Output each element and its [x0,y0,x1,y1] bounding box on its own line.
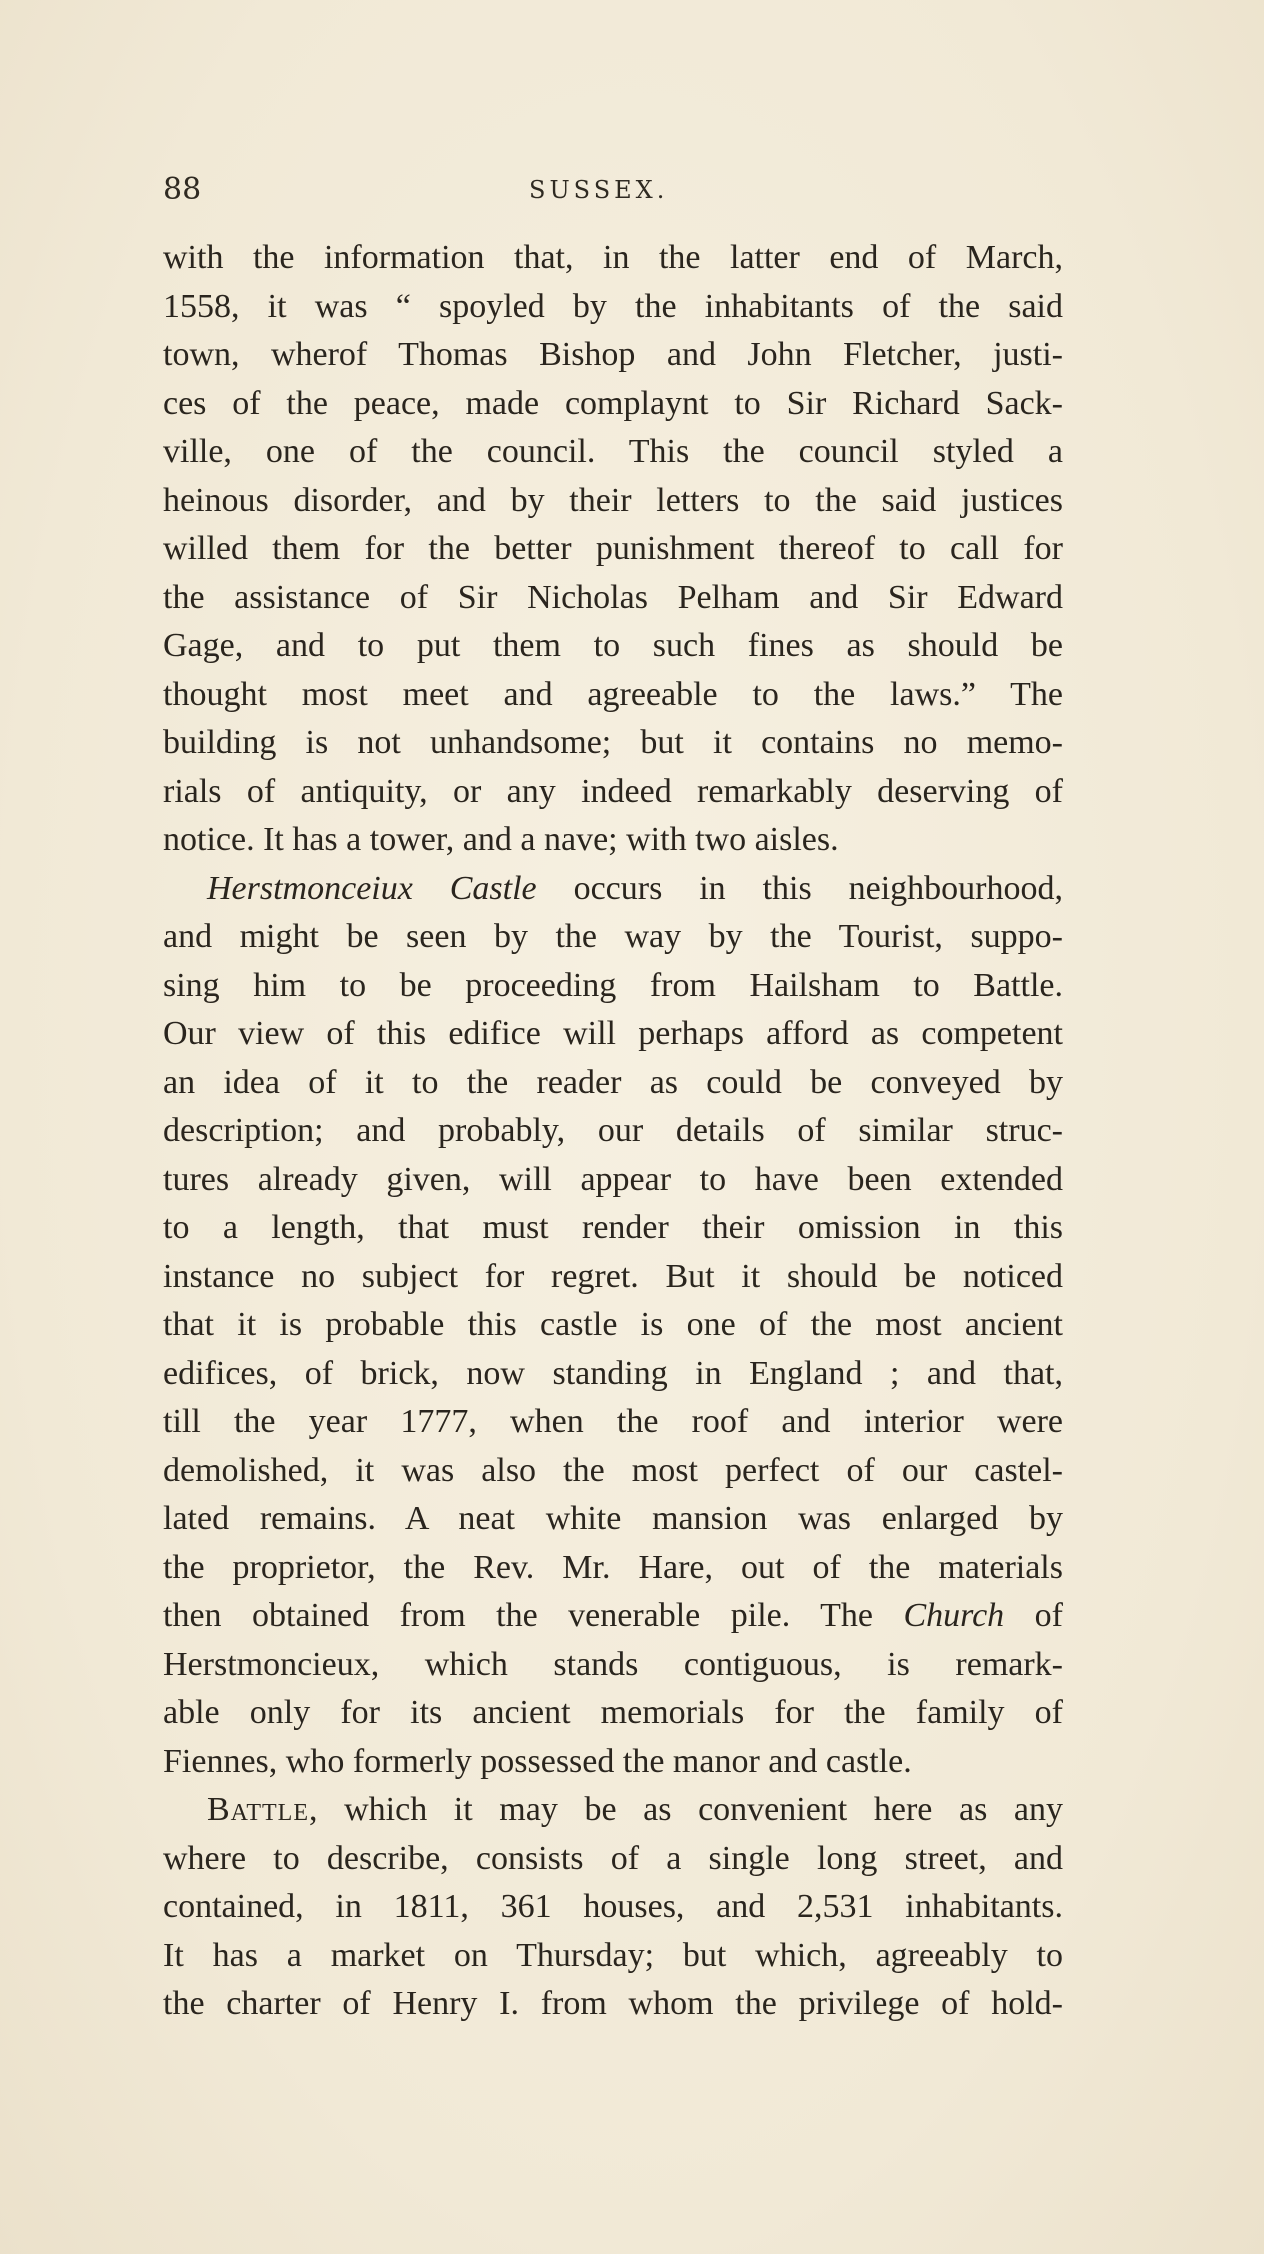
text-line: the assistance of Sir Nicholas Pelham and Sir Edward [163,578,1063,616]
text-line: building is not unhandsome; but it contains no memo- [163,724,1063,761]
text-line: tures already given, will appear to have been extended [163,1160,1063,1198]
text-line: It has a market on Thursday; but which, agreeably to [163,1936,1063,1974]
text-line: demolished, it was also the most perfect of our castel- [163,1451,1063,1489]
text-line: Gage, and to put them to such fines as should be [163,627,1063,664]
text-line: description; and probably, our details of similar struc- [163,1112,1063,1149]
italic-castle-name: Herstmonceiux Castle [207,869,537,907]
page-header [163,172,1063,212]
italic-church: Church [903,1597,1005,1634]
smallcaps-battle: Battle [207,1791,309,1828]
text-line: lated remains. A neat white mansion was enlarged by [163,1500,1063,1537]
text-line: ville, one of the council. This the council styled a [163,433,1063,470]
text-line: Herstmoncieux, which stands contiguous, is remark- [163,1645,1063,1683]
page-number: 88 [163,172,202,207]
text-line: Fiennes, who formerly possessed the manor and castle. [163,1742,912,1780]
body-text [163,234,1063,2029]
text-line: willed them for the better punishment thereof to call for [163,530,1063,567]
text-line: heinous disorder, and by their letters to the said justices [163,481,1063,519]
text-line: Herstmonceiux Castle occurs in this neighbourhood, [207,869,1063,907]
running-head: SUSSEX. [529,176,669,204]
text-line: town, wherof Thomas Bishop and John Fletcher, justi- [163,336,1063,373]
text-line: with the information that, in the latter end of March, [163,239,1063,276]
text-line: thought most meet and agreeable to the laws.” The [163,675,1063,713]
text-line: rials of antiquity, or any indeed remarkably deserving of [163,772,1063,810]
text-line: notice. It has a tower, and a nave; with two aisles. [163,821,839,858]
text-line: Battle, which it may be as convenient here as any [207,1791,1063,1828]
text-line: able only for its ancient memorials for the family of [163,1694,1063,1731]
text-line: Our view of this edifice will perhaps afford as competent [163,1015,1063,1052]
text-line: to a length, that must render their omission in this [163,1209,1063,1246]
text-line: that it is probable this castle is one of the most ancient [163,1306,1063,1343]
text-line: till the year 1777, when the roof and interior were [163,1403,1063,1440]
text-line: instance no subject for regret. But it should be noticed [163,1257,1063,1295]
text-line: the charter of Henry I. from whom the privilege of hold- [163,1985,1063,2022]
text-line: edifices, of brick, now standing in England ; and that, [163,1354,1063,1392]
text-line: where to describe, consists of a single long street, and [163,1839,1063,1877]
text-line: contained, in 1811, 361 houses, and 2,531 inhabitants. [163,1888,1063,1925]
text-line: the proprietor, the Rev. Mr. Hare, out of the materials [163,1548,1063,1586]
text-line: ces of the peace, made complaynt to Sir Richard Sack- [163,384,1063,422]
text-line: 1558, it was “ spoyled by the inhabitants of the said [163,287,1063,325]
text-line: then obtained from the venerable pile. The Church of [163,1597,1063,1634]
text-line: sing him to be proceeding from Hailsham to Battle. [163,966,1063,1004]
text-line: and might be seen by the way by the Tourist, suppo- [163,918,1063,955]
text-line: an idea of it to the reader as could be conveyed by [163,1063,1063,1101]
